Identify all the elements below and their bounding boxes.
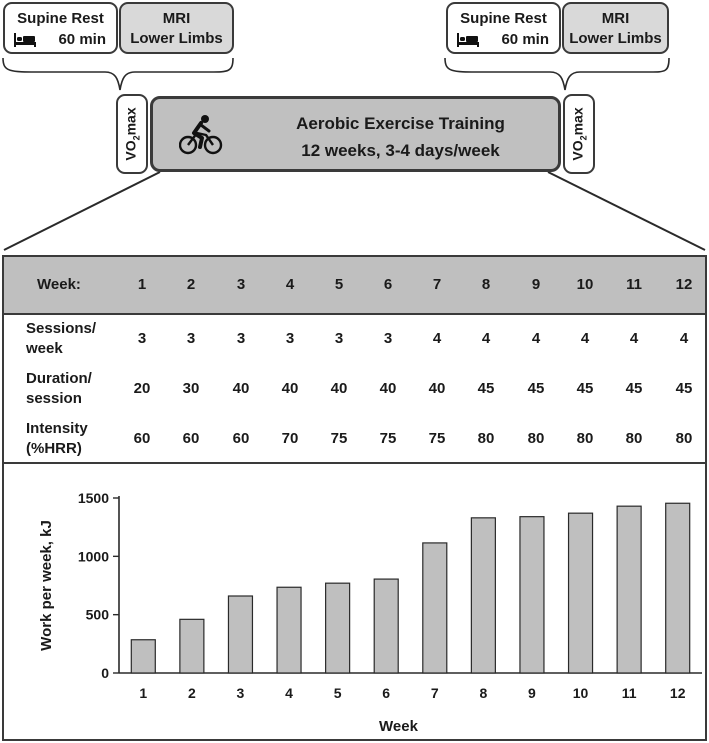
supine-rest-box-right [446,2,561,54]
mri-sublabel: Lower Limbs [130,30,223,47]
training-title: Aerobic Exercise Training [296,114,505,133]
x-tick-label: 3 [236,685,245,701]
table-week-header: 2 [186,276,196,293]
table-week-header: 6 [383,276,393,293]
x-tick-label: 12 [669,685,686,701]
x-tick-label: 5 [333,685,342,701]
vo2max-label: $VO_2\max$ [569,107,589,161]
table-cell: 80 [625,430,643,447]
bar [374,579,398,673]
bar [423,543,447,673]
table-cell: 60 [133,430,151,447]
mri-sublabel: Lower Limbs [569,30,662,47]
zoom-line-left [4,172,160,250]
bar [131,640,155,673]
y-tick-label: 0 [101,665,109,681]
mri-box-left [119,2,234,54]
table-cell: 60 [182,430,200,447]
table-cell: 4 [432,330,442,347]
table-week-header: 12 [675,276,693,293]
work-per-week-chart [4,464,705,740]
bar [180,619,204,673]
right-brace [445,58,669,90]
table-row-label: Duration/ session [26,370,92,407]
x-tick-label: 7 [430,685,439,701]
y-axis-label: Work per week, kJ [38,520,55,651]
mri-label: MRI [162,10,191,27]
left-brace [3,58,233,90]
table-cell: 40 [281,380,299,397]
table-cell: 20 [133,380,151,397]
table-cell: 4 [679,330,689,347]
table-week-header: 3 [236,276,246,293]
table-cell: 80 [477,430,495,447]
table-week-header: 10 [576,276,594,293]
bed-icon [13,31,37,48]
bar [520,517,544,673]
bar [617,506,641,673]
table-week-header: 4 [285,276,295,293]
bar [569,513,593,673]
vo2max-box-right [563,94,595,174]
table-cell: 45 [527,380,545,397]
bar [471,518,495,673]
table-cell: 4 [629,330,639,347]
table-cell: 75 [428,430,446,447]
table-week-header: 11 [626,276,642,293]
table-cell: 45 [675,380,693,397]
table-cell: 40 [379,380,397,397]
table-cell: 45 [576,380,594,397]
table-cell: 3 [236,330,246,347]
table-cell: 4 [580,330,590,347]
table-cell: 40 [428,380,446,397]
x-tick-label: 10 [572,685,589,701]
table-week-header: 1 [137,276,147,293]
mri-label: MRI [601,10,630,27]
x-tick-label: 4 [285,685,293,701]
training-subtitle: 12 weeks, 3-4 days/week [301,141,500,160]
vo2max-label: $VO_2\max$ [122,107,142,161]
table-cell: 3 [285,330,295,347]
table-row-label: Sessions/ week [26,320,97,357]
table-row-label: Intensity (%HRR) [26,420,88,457]
table-header-row [4,257,705,315]
table-cell: 40 [232,380,250,397]
table-cell: 70 [281,430,299,447]
table-cell: 3 [137,330,147,347]
zoom-line-right [548,172,705,250]
table-cell: 75 [379,430,397,447]
training-table [2,255,707,741]
table-cell: 30 [182,380,200,397]
supine-rest-duration: 60 min [501,31,549,48]
bicycle-icon [179,113,223,157]
table-cell: 80 [527,430,545,447]
x-tick-label: 6 [382,685,391,701]
table-week-header: 9 [531,276,541,293]
table-cell: 4 [531,330,541,347]
table-cell: 80 [576,430,594,447]
table-cell: 60 [232,430,250,447]
x-tick-label: 11 [621,685,637,701]
table-week-header: 7 [432,276,442,293]
x-axis-label: Week [379,718,418,735]
supine-rest-duration: 60 min [58,31,106,48]
bar [228,596,252,673]
y-tick-label: 1000 [77,548,109,565]
table-week-header: 5 [334,276,344,293]
y-tick-label: 1500 [77,490,109,506]
table-week-header: 8 [481,276,491,293]
table-cell: 4 [481,330,491,347]
supine-rest-title: Supine Rest [460,10,547,27]
table-cell: 45 [625,380,643,397]
table-cell: 45 [477,380,495,397]
table-cell: 3 [334,330,344,347]
supine-rest-title: Supine Rest [17,10,104,27]
table-cell: 3 [186,330,196,347]
aerobic-training-box [150,96,561,172]
x-tick-label: 1 [139,685,148,701]
vo2max-box-left [116,94,148,174]
bed-icon [456,31,480,48]
table-header-label: Week: [37,276,81,293]
bar [666,503,690,673]
table-cell: 3 [383,330,393,347]
mri-box-right [562,2,669,54]
supine-rest-box-left [3,2,118,54]
x-tick-label: 8 [479,685,488,701]
bar [326,583,350,673]
bar [277,587,301,673]
x-tick-label: 2 [187,685,196,701]
table-cell: 80 [675,430,693,447]
table-cell: 75 [330,430,348,447]
y-tick-label: 500 [85,606,109,623]
table-cell: 40 [330,380,348,397]
x-tick-label: 9 [528,685,536,701]
